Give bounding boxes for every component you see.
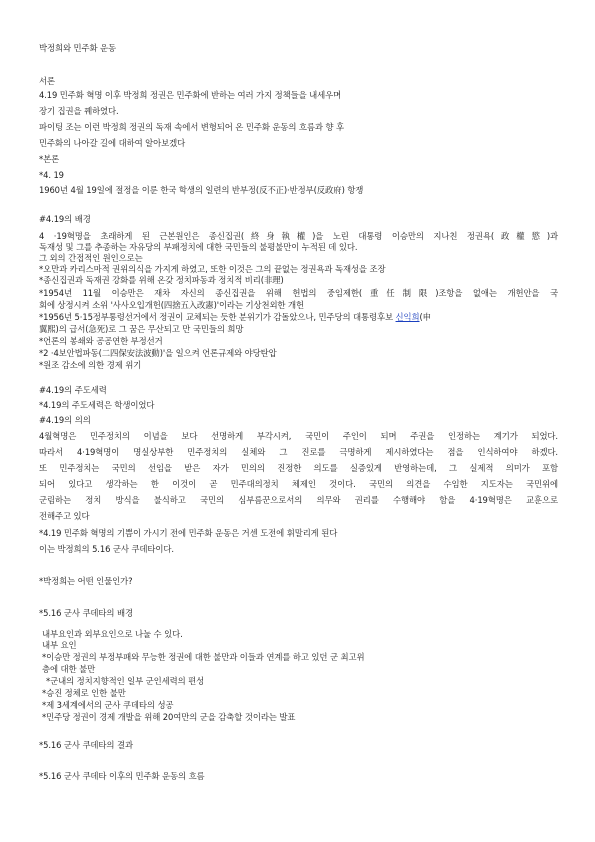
background-bullet: *오만과 카리스마적 권위의식을 가지게 하였고, 또한 이것은 그의 끝없는 정권욕과 독재성을 조장 — [39, 264, 386, 274]
coup-background-line: 내부요인과 외부요인으로 나눌 수 있다. — [42, 629, 183, 639]
meaning-line: 군림하는 정치 방식을 불식하고 국민의 심부름꾼으로서의 의무와 권리를 수행해야 함을 4·19혁명은 교훈으로 — [39, 495, 558, 505]
coup-background-heading: *5.16 군사 쿠데타의 배경 — [39, 608, 133, 618]
coup-background-line: *이승만 정권의 부정부패와 무능한 정권에 대한 불만과 이들과 연계를 하고 있던 군 최고위 — [42, 652, 365, 662]
document-title: 박정희와 민주화 운동 — [39, 43, 117, 53]
intro-line: 장기 집권을 꿰하였다. — [39, 106, 119, 116]
meaning-heading: #4.19의 의의 — [39, 415, 91, 425]
who-heading: *박정희는 어떤 인물인가? — [39, 576, 133, 586]
intro-line: 파이팅 조는 이런 박정희 정권의 독재 속에서 변형되어 온 민주화 운동의 흐름과 향 후 — [39, 122, 344, 132]
background-line: 독재성 및 그를 추종하는 자유당의 부패정치에 대한 국민들의 불평불만이 누적된 데 있다. — [39, 242, 358, 252]
person-link[interactable]: 신익희 — [395, 312, 420, 322]
coup-background-line: *승진 정체로 인한 불만 — [42, 688, 126, 698]
background-line: 4 ·19혁명을 초래하게 된 근본원인은 종신집권(終身執權)을 노린 대통령 이승만의 지나친 정권욕(政權慾)과 — [39, 231, 558, 241]
meaning-line: 전해주고 있다 — [39, 511, 90, 521]
leading-heading: #4.19의 주도세력 — [39, 385, 107, 395]
background-bullet-continued: 회에 상정시켜 소위 '사사오입개헌(四捨五入改憲)'이라는 기상천외한 개헌 — [39, 300, 304, 310]
coup-background-line: 층에 대한 불만 — [42, 664, 96, 674]
intro-line: 4.19 민주화 혁명 이후 박정희 정권은 민주화에 반하는 여러 가지 정책들을 내세우며 — [39, 90, 342, 100]
body-heading: *본론 — [39, 154, 60, 164]
coup-background-line: *민주당 정권이 경제 개발을 위해 20여만의 군을 감축할 것이라는 발표 — [42, 712, 296, 722]
coup-result-heading: *5.16 군사 쿠데타의 결과 — [39, 740, 133, 750]
leading-text: *4.19의 주도세력은 학생이었다 — [39, 400, 155, 410]
after-coup-heading: *5.16 군사 쿠데타 이후의 민주화 운동의 흐름 — [39, 771, 205, 781]
meaning-line: 따라서 4·19혁명이 명실상부한 민주정치의 실체와 그 진로를 극명하게 제시하였다는 점을 인식하여야 하겠다. — [39, 447, 558, 457]
section-419-description: 1960년 4월 19일에 절정을 이룬 한국 학생의 일련의 반부정(反不正)·반정부(反政府) 항쟁 — [39, 185, 364, 195]
intro-line: 민주화의 나아갈 길에 대하여 알아보겠다 — [39, 138, 186, 148]
background-bullet-continued: 翼熙)의 급서(急死)로 그 꿈은 무산되고 만 국민들의 희망 — [39, 324, 244, 334]
background-line: 그 외의 간접적인 원인으로는 — [39, 253, 143, 263]
background-heading: #4.19의 배경 — [39, 214, 91, 224]
background-bullet: *2 ·4보안법파동(二四保安法波動)'을 일으켜 언론규제와 야당탄압 — [39, 348, 277, 358]
background-bullet: *종신집권과 독재권 강화를 위해 온갖 정치파동과 정치적 비리(非理) — [39, 275, 284, 285]
background-bullet: *언론의 봉쇄와 공공연한 부정선거 — [39, 336, 163, 346]
bullet-text: (申 — [419, 312, 431, 322]
coup-background-line: *제 3세계에서의 군사 쿠데타의 성공 — [42, 700, 174, 710]
background-bullet: *원조 감소에 의한 경제 위기 — [39, 360, 142, 370]
transition-line: 이는 박정희의 5.16 군사 쿠데타이다. — [39, 544, 174, 554]
background-bullet: *1954년 11월 이승만은 재차 자신의 종신집권을 위해 헌법의 중임제한(重任制限)조항을 없애는 개헌안을 국 — [39, 288, 558, 298]
background-bullet — [39, 312, 431, 323]
coup-background-line: 내부 요인 — [42, 640, 77, 650]
meaning-line: 또 민주정치는 국민의 선임을 받은 자가 민의의 진정한 의도를 실증있게 반영하는데, 그 실제적 의미가 포함 — [39, 463, 558, 473]
meaning-line: 되어 있다고 생각하는 한 이것이 곧 민주대의정치 체제인 것이다. 국민의 의견을 수임한 지도자는 국민위에 — [39, 479, 558, 489]
bullet-text: *1956년 5·15정부통령선거에서 정권이 교체되는 듯한 분위기가 감돌았으나, 민주당의 대통령후보 — [39, 312, 396, 322]
intro-heading: 서론 — [39, 76, 55, 86]
transition-line: *4.19 민주화 혁명의 기쁨이 가시기 전에 민주화 운동은 거센 도전에 휘말리게 된다 — [39, 528, 338, 538]
section-419-label: *4. 19 — [39, 170, 64, 180]
meaning-line: 4월혁명은 민주정치의 이념을 보다 선명하게 부각시켜, 국민이 주인이 되며 주권을 인정하는 계기가 되었다. — [39, 431, 558, 441]
coup-background-line: *군내의 정치지향적인 일부 군인세력의 편성 — [46, 676, 205, 686]
